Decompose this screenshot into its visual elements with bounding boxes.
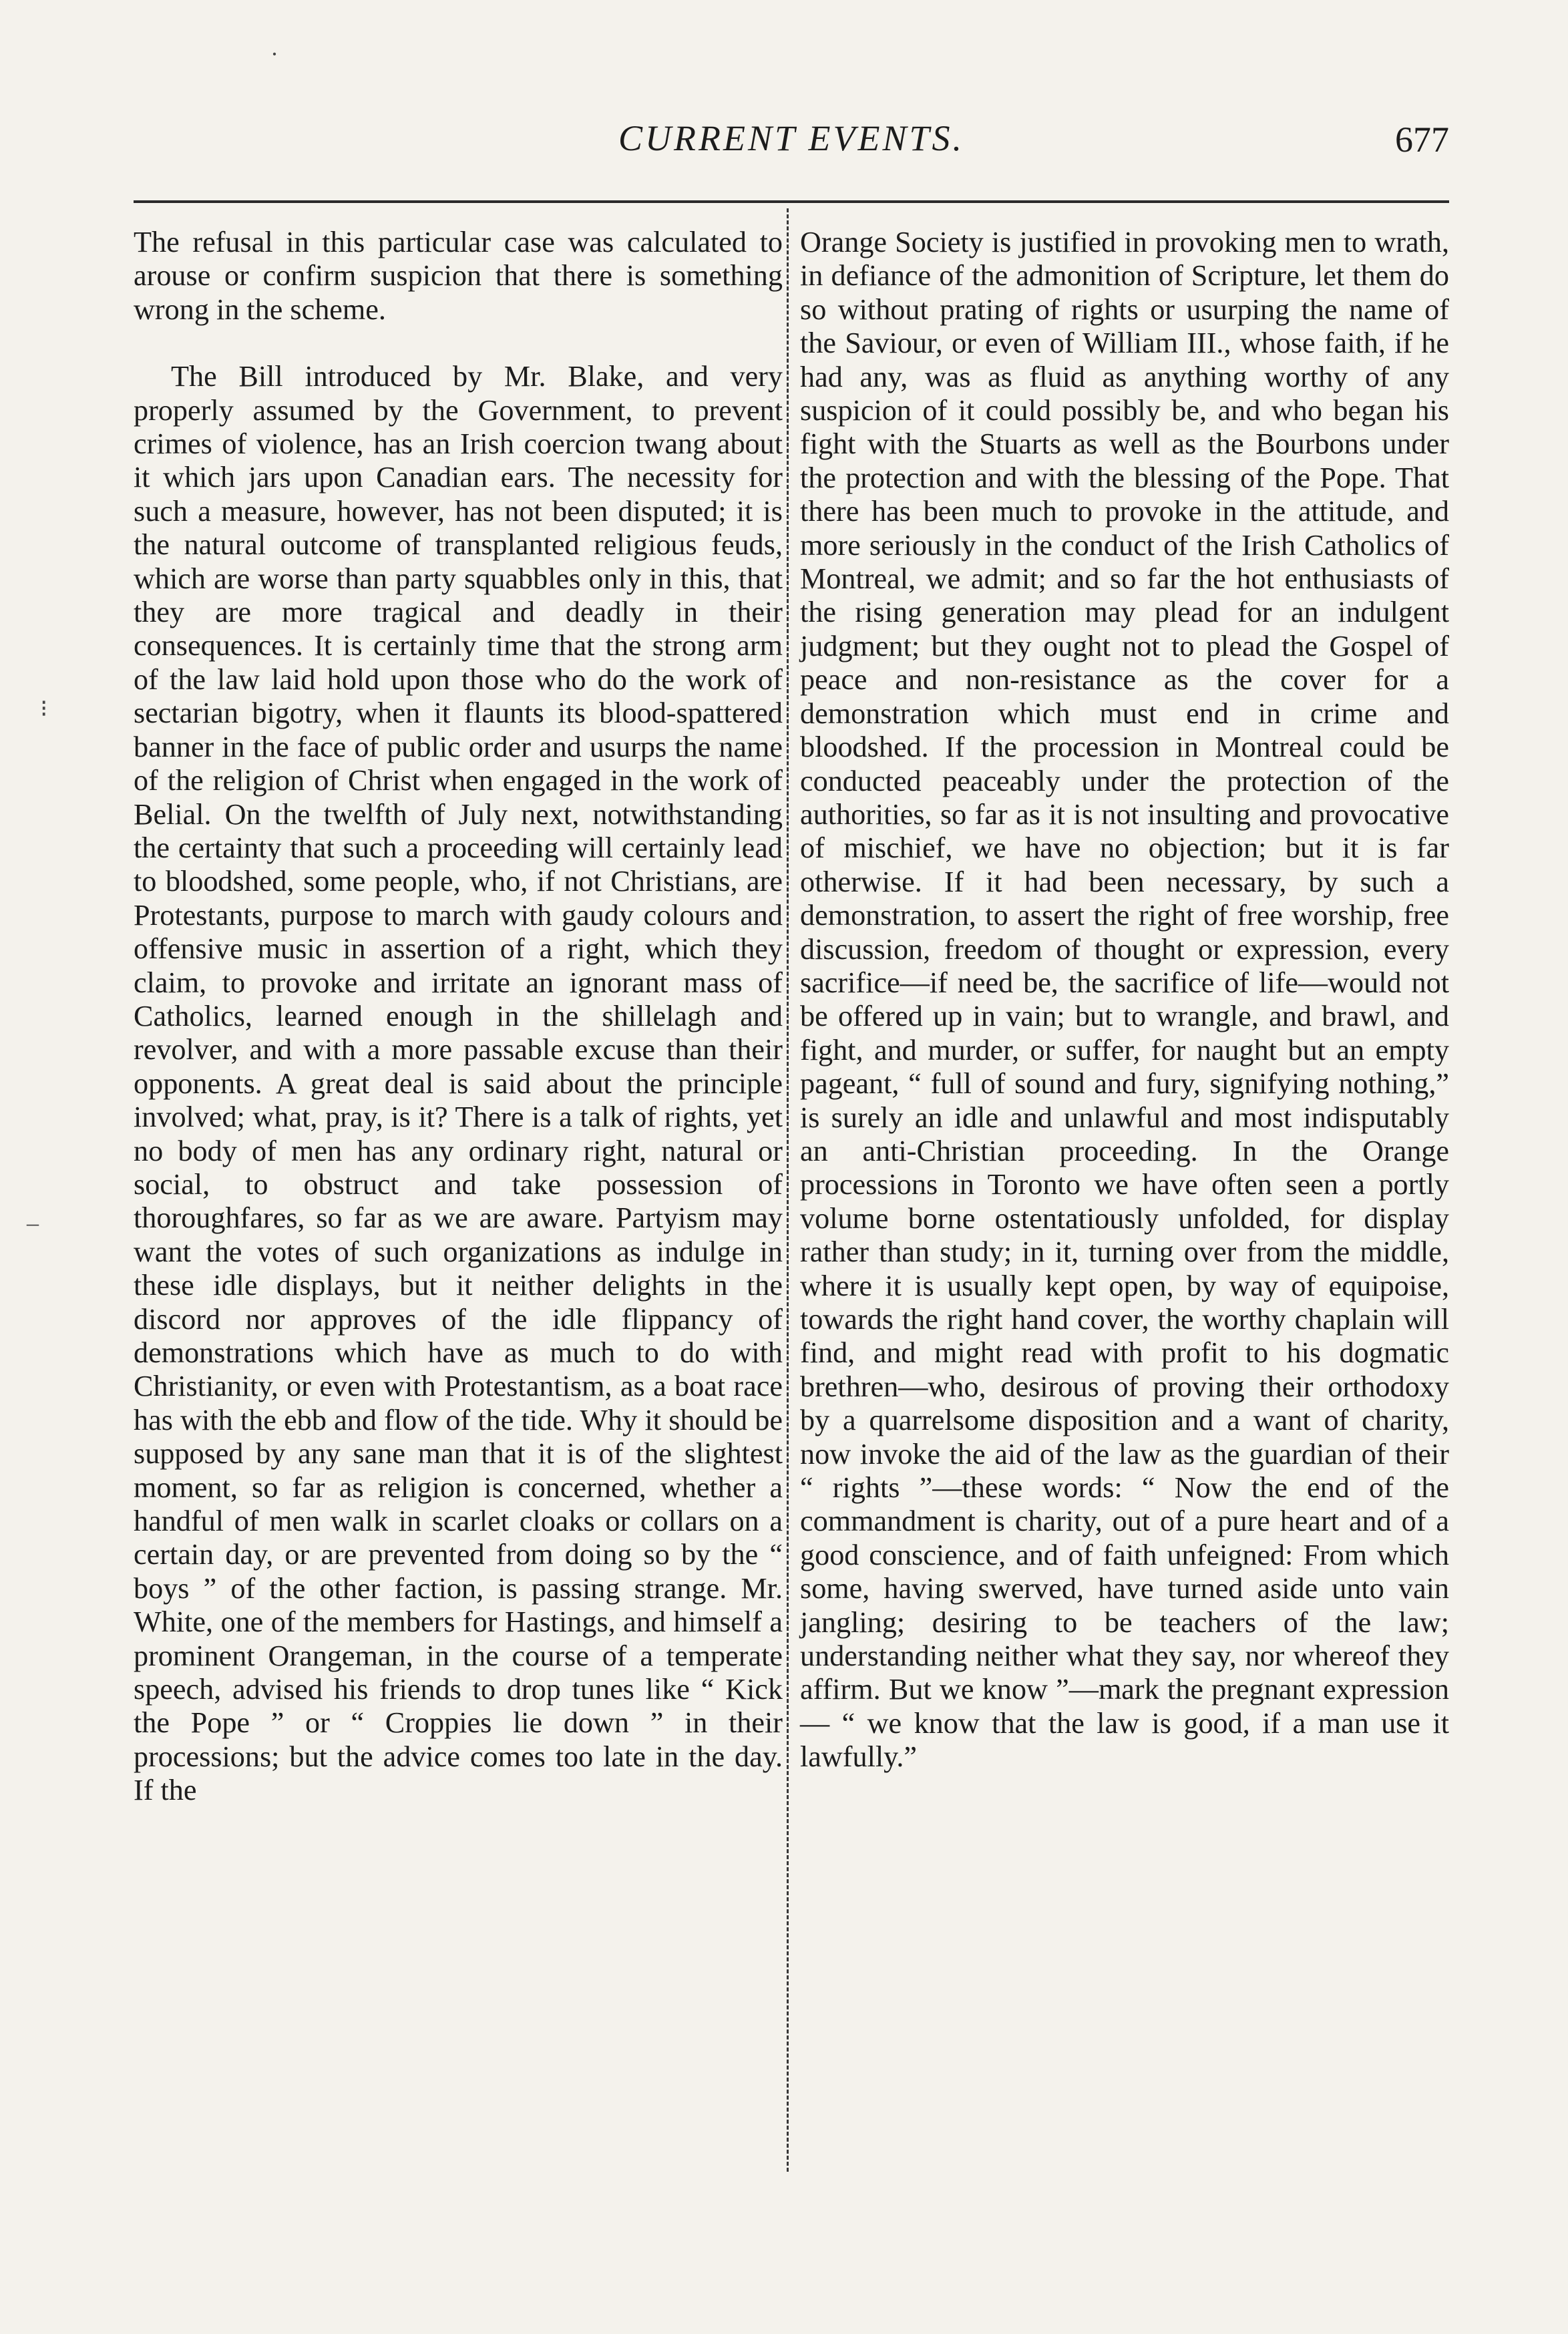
page-header [134,118,1449,164]
right-column [800,226,1449,1774]
header-rule [134,200,1449,203]
paragraph: The Bill introduced by Mr. Blake, and very properly assumed by the Government, to prevent crimes of violence, has an Irish coercion twang about it which jars upon Canadian ears. The necessity for such a measure, however, has not been disputed; it is the natural outcome of transplanted religious feuds, which are worse than party squabbles only in this, that they are more tragical and deadly in their consequences. It is certainly time that the strong arm of the law laid hold upon those who do the work of sectarian bigotry, when it flaunts its blood-spattered banner in the face of public order and usurps the name of the religion of Christ when engaged in the work of Belial. On the twelfth of July next, notwithstanding the certainty that such a proceeding will certainly lead to bloodshed, some people, who, if not Christians, are Protestants, purpose to march with gaudy colours and offensive music in assertion of a right, which they claim, to provoke and irritate an ignorant mass of Catholics, learned enough in the shillelagh and revolver, and with a more passable excuse than their opponents. A great deal is said about the principle involved; what, pray, is it? There is a talk of rights, yet no body of men has any ordinary right, natural or social, to obstruct and take possession of thoroughfares, so far as we are aware. Partyism may want the votes of such organizations as indulge in these idle displays, but it neither delights in the discord nor approves of the idle flippancy of demonstrations which have as much to do with Christianity, or even with Protestantism, as a boat race has with the ebb and flow of the tide. Why it should be supposed by any sane man that it is of the slightest moment, so far as religion is concerned, whether a handful of men walk in scarlet cloaks or collars on a certain day, or are prevented from doing so by the “ boys ” of the other faction, is passing strange. Mr. White, one of the members for Hastings, and himself a prominent Orangeman, in the course of a temperate speech, advised his friends to drop tunes like “ Kick the Pope ” or “ Croppies lie down ” in their processions; but the advice comes too late in the day. If the [134,360,783,1807]
paragraph: The refusal in this particular case was calculated to arouse or confirm suspicion that there is something wrong in the scheme. [134,226,783,326]
paragraph: Orange Society is justified in provoking men to wrath, in defiance of the admonition of Scripture, let them do so without prating of rights or usurping the name of the Saviour, or even of William III., whose faith, if he had any, was as fluid as anything worthy of any suspicion of it could possibly be, and who began his fight with the Stuarts as well as the Bourbons under the protection and with the blessing of the Pope. That there has been much to provoke in the attitude, and more seriously in the conduct of the Irish Catholics of Montreal, we admit; and so far the hot enthusiasts of the rising generation may plead for an indulgent judgment; but they ought not to plead the Gospel of peace and non-resistance as the cover for a demonstration which must end in crime and bloodshed. If the procession in Montreal could be conducted peaceably under the protection of the authorities, so far as it is not insulting and provocative of mischief, we have no objection; but it is far otherwise. If it had been necessary, by such a demonstration, to assert the right of free worship, free discussion, freedom of thought or expression, every sacrifice—if need be, the sacrifice of life—would not be offered up in vain; but to wrangle, and brawl, and fight, and murder, or suffer, for naught but an empty pageant, “ full of sound and fury, signifying nothing,” is surely an idle and unlawful and most indisputably an anti-Christian proceeding. In the Orange processions in Toronto we have often seen a portly volume borne ostentatiously unfolded, for display rather than study; in it, turning over from the middle, where it is usually kept open, by way of equipoise, towards the right hand cover, the worthy chaplain will find, and might read with profit to his dogmatic brethren—who, desirous of proving their orthodoxy by a quarrelsome disposition and a want of charity, now invoke the aid of the law as the guardian of their “ rights ”—these words: “ Now the end of the commandment is charity, out of a pure heart and of a good conscience, and of faith unfeigned: From which some, having swerved, have turned aside unto vain jangling; desiring to be teachers of the law; understanding neither what they say, nor whereof they affirm. But we know ”—mark the pregnant expression— “ we know that the law is good, if a man use it lawfully.” [800,226,1449,1774]
running-title: CURRENT EVENTS. [618,118,965,158]
scan-speck: ⁝ [40,695,48,722]
column-divider [787,208,789,2172]
page-number: 677 [1395,120,1449,160]
left-column [134,226,783,1808]
scan-speck: – [27,1209,39,1236]
scan-speck: · [270,41,278,67]
